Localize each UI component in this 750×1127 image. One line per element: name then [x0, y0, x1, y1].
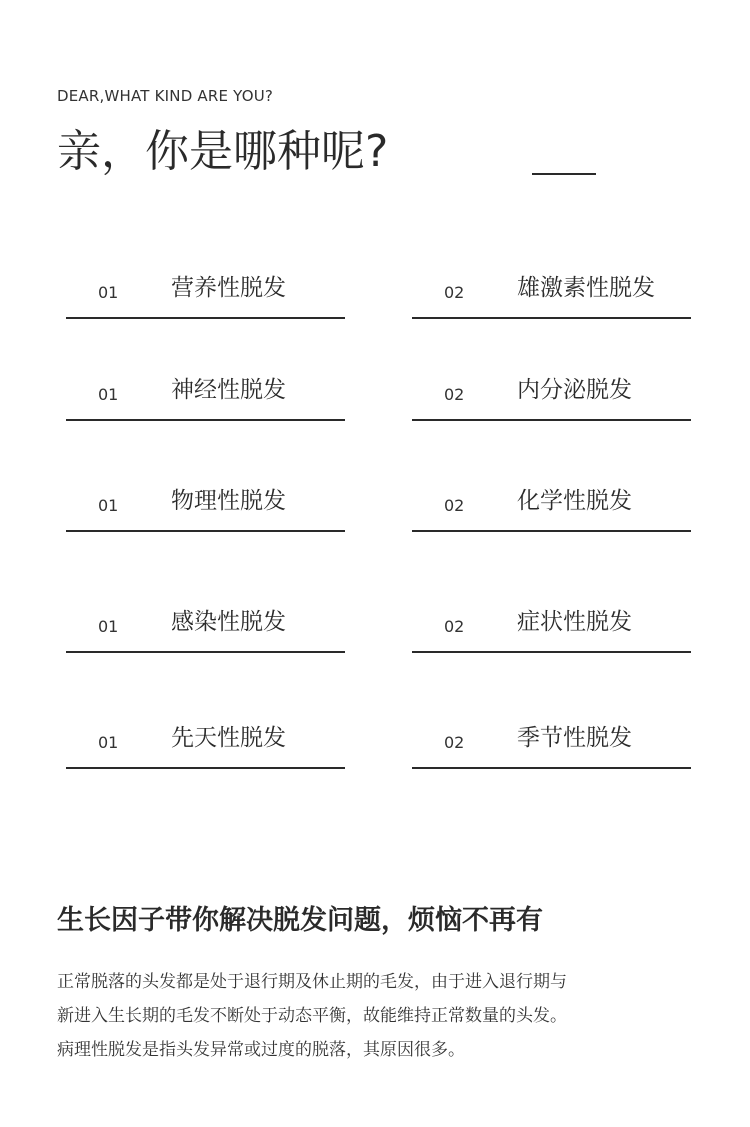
type-number: 01 — [98, 385, 119, 404]
type-label: 感染性脱发 — [171, 609, 286, 635]
type-label: 物理性脱发 — [171, 488, 286, 514]
type-number: 02 — [444, 385, 465, 404]
type-item — [66, 719, 345, 769]
type-item — [412, 371, 691, 421]
type-number: 02 — [444, 496, 465, 515]
title-underline — [532, 173, 596, 175]
type-label: 神经性脱发 — [171, 377, 286, 403]
type-item — [412, 603, 691, 653]
description-line: 正常脱落的头发都是处于退行期及休止期的毛发，由于进入退行期与 — [57, 972, 567, 992]
type-number: 01 — [98, 496, 119, 515]
eyebrow-text: DEAR,WHAT KIND ARE YOU? — [57, 87, 274, 105]
type-number: 02 — [444, 733, 465, 752]
type-label: 先天性脱发 — [171, 725, 286, 751]
section-title: 生长因子带你解决脱发问题，烦恼不再有 — [57, 905, 543, 936]
type-item — [412, 269, 691, 319]
page-title: 亲，你是哪种呢? — [57, 126, 389, 177]
type-item — [66, 269, 345, 319]
type-label: 营养性脱发 — [171, 275, 286, 301]
type-item — [66, 482, 345, 532]
type-number: 02 — [444, 617, 465, 636]
type-label: 内分泌脱发 — [517, 377, 632, 403]
type-item — [412, 482, 691, 532]
type-number: 01 — [98, 617, 119, 636]
type-label: 雄激素性脱发 — [517, 275, 655, 301]
type-label: 季节性脱发 — [517, 725, 632, 751]
type-number: 02 — [444, 283, 465, 302]
type-item — [412, 719, 691, 769]
type-number: 01 — [98, 733, 119, 752]
description-paragraph — [57, 965, 697, 1067]
description-line: 病理性脱发是指头发异常或过度的脱落，其原因很多。 — [57, 1040, 465, 1060]
type-number: 01 — [98, 283, 119, 302]
type-label: 化学性脱发 — [517, 488, 632, 514]
type-item — [66, 371, 345, 421]
type-label: 症状性脱发 — [517, 609, 632, 635]
description-line: 新进入生长期的毛发不断处于动态平衡，故能维持正常数量的头发。 — [57, 1006, 567, 1026]
type-item — [66, 603, 345, 653]
